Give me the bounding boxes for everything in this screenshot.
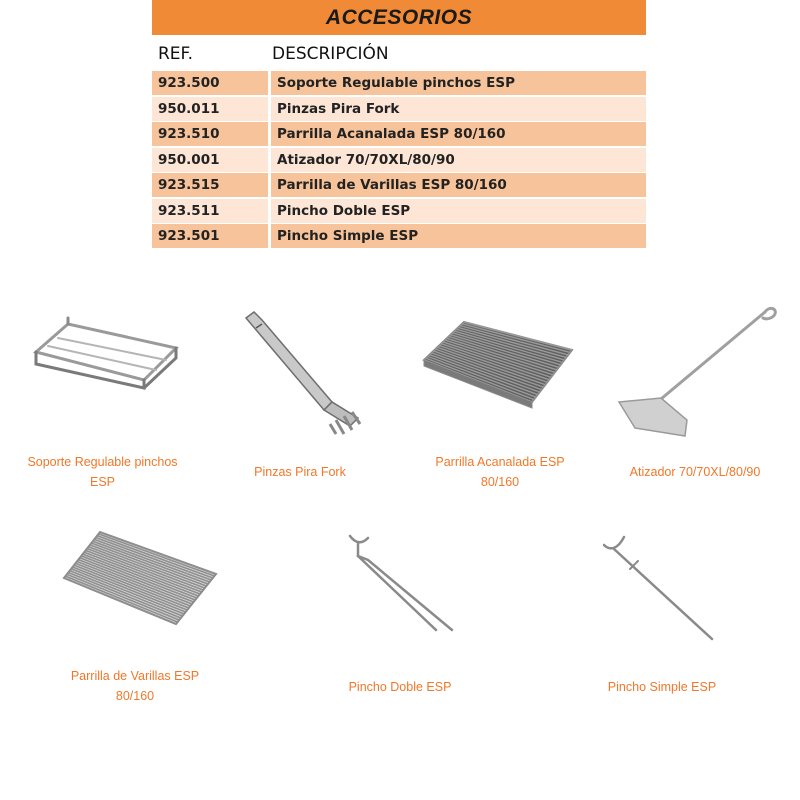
product-caption: Parrilla de Varillas ESP 80/160 — [70, 669, 200, 703]
ref-cell: 923.501 — [152, 224, 268, 248]
ref-cell: 923.515 — [152, 173, 268, 197]
table-row — [152, 224, 646, 248]
rod-grill-icon — [60, 528, 220, 628]
double-skewer-icon — [340, 530, 460, 640]
ref-cell: 950.011 — [152, 97, 268, 121]
adjustable-support-icon — [28, 318, 178, 408]
product-caption: Pincho Doble ESP — [348, 680, 452, 694]
product-caption: Parrilla Acanalada ESP 80/160 — [435, 455, 565, 489]
description-cell: Parrilla Acanalada ESP 80/160 — [271, 122, 646, 146]
description-cell: Atizador 70/70XL/80/90 — [271, 148, 646, 172]
description-cell: Parrilla de Varillas ESP 80/160 — [271, 173, 646, 197]
description-cell: Soporte Regulable pinchos ESP — [271, 71, 646, 95]
description-cell: Pinzas Pira Fork — [271, 97, 646, 121]
section-title: ACCESORIOS — [325, 5, 473, 29]
table-row — [152, 199, 646, 223]
grooved-grill-icon — [420, 318, 575, 408]
product-caption: Pinzas Pira Fork — [254, 465, 346, 479]
ref-cell: 923.510 — [152, 122, 268, 146]
accessories-table — [152, 71, 646, 250]
column-header-description: DESCRIPCIÓN — [272, 44, 389, 64]
table-row — [152, 97, 646, 121]
product-caption: Soporte Regulable pinchos ESP — [27, 455, 178, 489]
description-cell: Pincho Doble ESP — [271, 199, 646, 223]
ref-cell: 923.500 — [152, 71, 268, 95]
section-header — [152, 0, 646, 35]
column-header-ref: REF. — [158, 44, 194, 64]
product-caption: Atizador 70/70XL/80/90 — [629, 465, 761, 479]
ref-cell: 950.001 — [152, 148, 268, 172]
table-row — [152, 173, 646, 197]
ref-cell: 923.511 — [152, 199, 268, 223]
table-row — [152, 71, 646, 95]
poker-icon — [615, 302, 780, 437]
tongs-icon — [240, 310, 365, 435]
table-row — [152, 122, 646, 146]
description-cell: Pincho Simple ESP — [271, 224, 646, 248]
product-caption: Pincho Simple ESP — [607, 680, 717, 694]
single-skewer-icon — [600, 535, 720, 645]
table-row — [152, 148, 646, 172]
